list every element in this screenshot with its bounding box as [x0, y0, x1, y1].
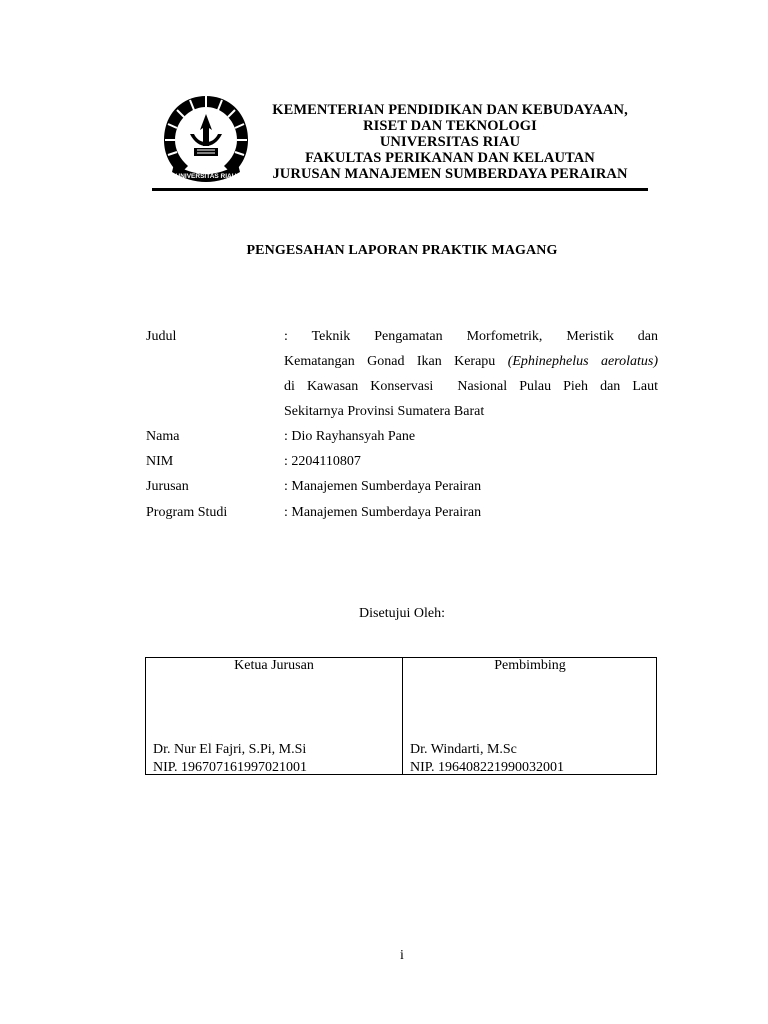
letterhead-line-faculty: FAKULTAS PERIKANAN DAN KELAUTAN: [305, 150, 595, 166]
letterhead-line-ministry: KEMENTERIAN PENDIDIKAN DAN KEBUDAYAAN,: [272, 102, 628, 118]
logo-banner-text: UNIVERSITAS RIAU: [175, 173, 237, 180]
signature-role-ketua: Ketua Jurusan: [234, 658, 314, 673]
judul-line-3: di Kawasan Konservasi Nasional Pulau Pieh dan Laut: [284, 379, 658, 394]
nim-label: NIM: [146, 454, 174, 469]
signature-table: [145, 657, 657, 775]
judul-line-4: Sekitarnya Provinsi Sumatera Barat: [284, 404, 485, 419]
prodi-value: : Manajemen Sumberdaya Perairan: [284, 505, 482, 520]
judul-line-2-text: Kematangan Gonad Ikan Kerapu: [284, 354, 496, 369]
letterhead-line-riset: RISET DAN TEKNOLOGI: [363, 118, 537, 134]
nama-value: : Dio Rayhansyah Pane: [284, 429, 416, 444]
approved-by-heading: Disetujui Oleh:: [359, 606, 445, 621]
signature-nip-ketua: NIP. 196707161997021001: [153, 760, 308, 775]
nama-label: Nama: [146, 429, 180, 444]
jurusan-label: Jurusan: [146, 479, 189, 494]
judul-label: Judul: [146, 329, 177, 344]
signature-nip-pembimbing: NIP. 196408221990032001: [410, 760, 565, 775]
signature-cell-pembimbing: [403, 658, 657, 774]
letterhead-text: [258, 102, 642, 182]
jurusan-value: : Manajemen Sumberdaya Perairan: [284, 479, 482, 494]
letterhead-rule: [152, 188, 648, 191]
letterhead-line-university: UNIVERSITAS RIAU: [379, 134, 521, 150]
signature-cell-ketua: [146, 658, 402, 774]
signature-name-ketua: Dr. Nur El Fajri, S.Pi, M.Si: [153, 742, 307, 757]
nim-value: : 2204110807: [284, 454, 361, 469]
species-name: (Ephinephelus aerolatus): [507, 354, 658, 369]
document-title: PENGESAHAN LAPORAN PRAKTIK MAGANG: [246, 243, 558, 258]
university-logo: [160, 92, 252, 188]
signature-role-pembimbing: Pembimbing: [494, 658, 566, 673]
letterhead-line-department: JURUSAN MANAJEMEN SUMBERDAYA PERAIRAN: [272, 166, 628, 182]
judul-line-2: [284, 354, 658, 370]
prodi-label: Program Studi: [146, 505, 228, 520]
page-number: i: [400, 948, 404, 963]
signature-name-pembimbing: Dr. Windarti, M.Sc: [410, 742, 517, 757]
judul-line-1: : Teknik Pengamatan Morfometrik, Meristik dan: [284, 329, 658, 344]
